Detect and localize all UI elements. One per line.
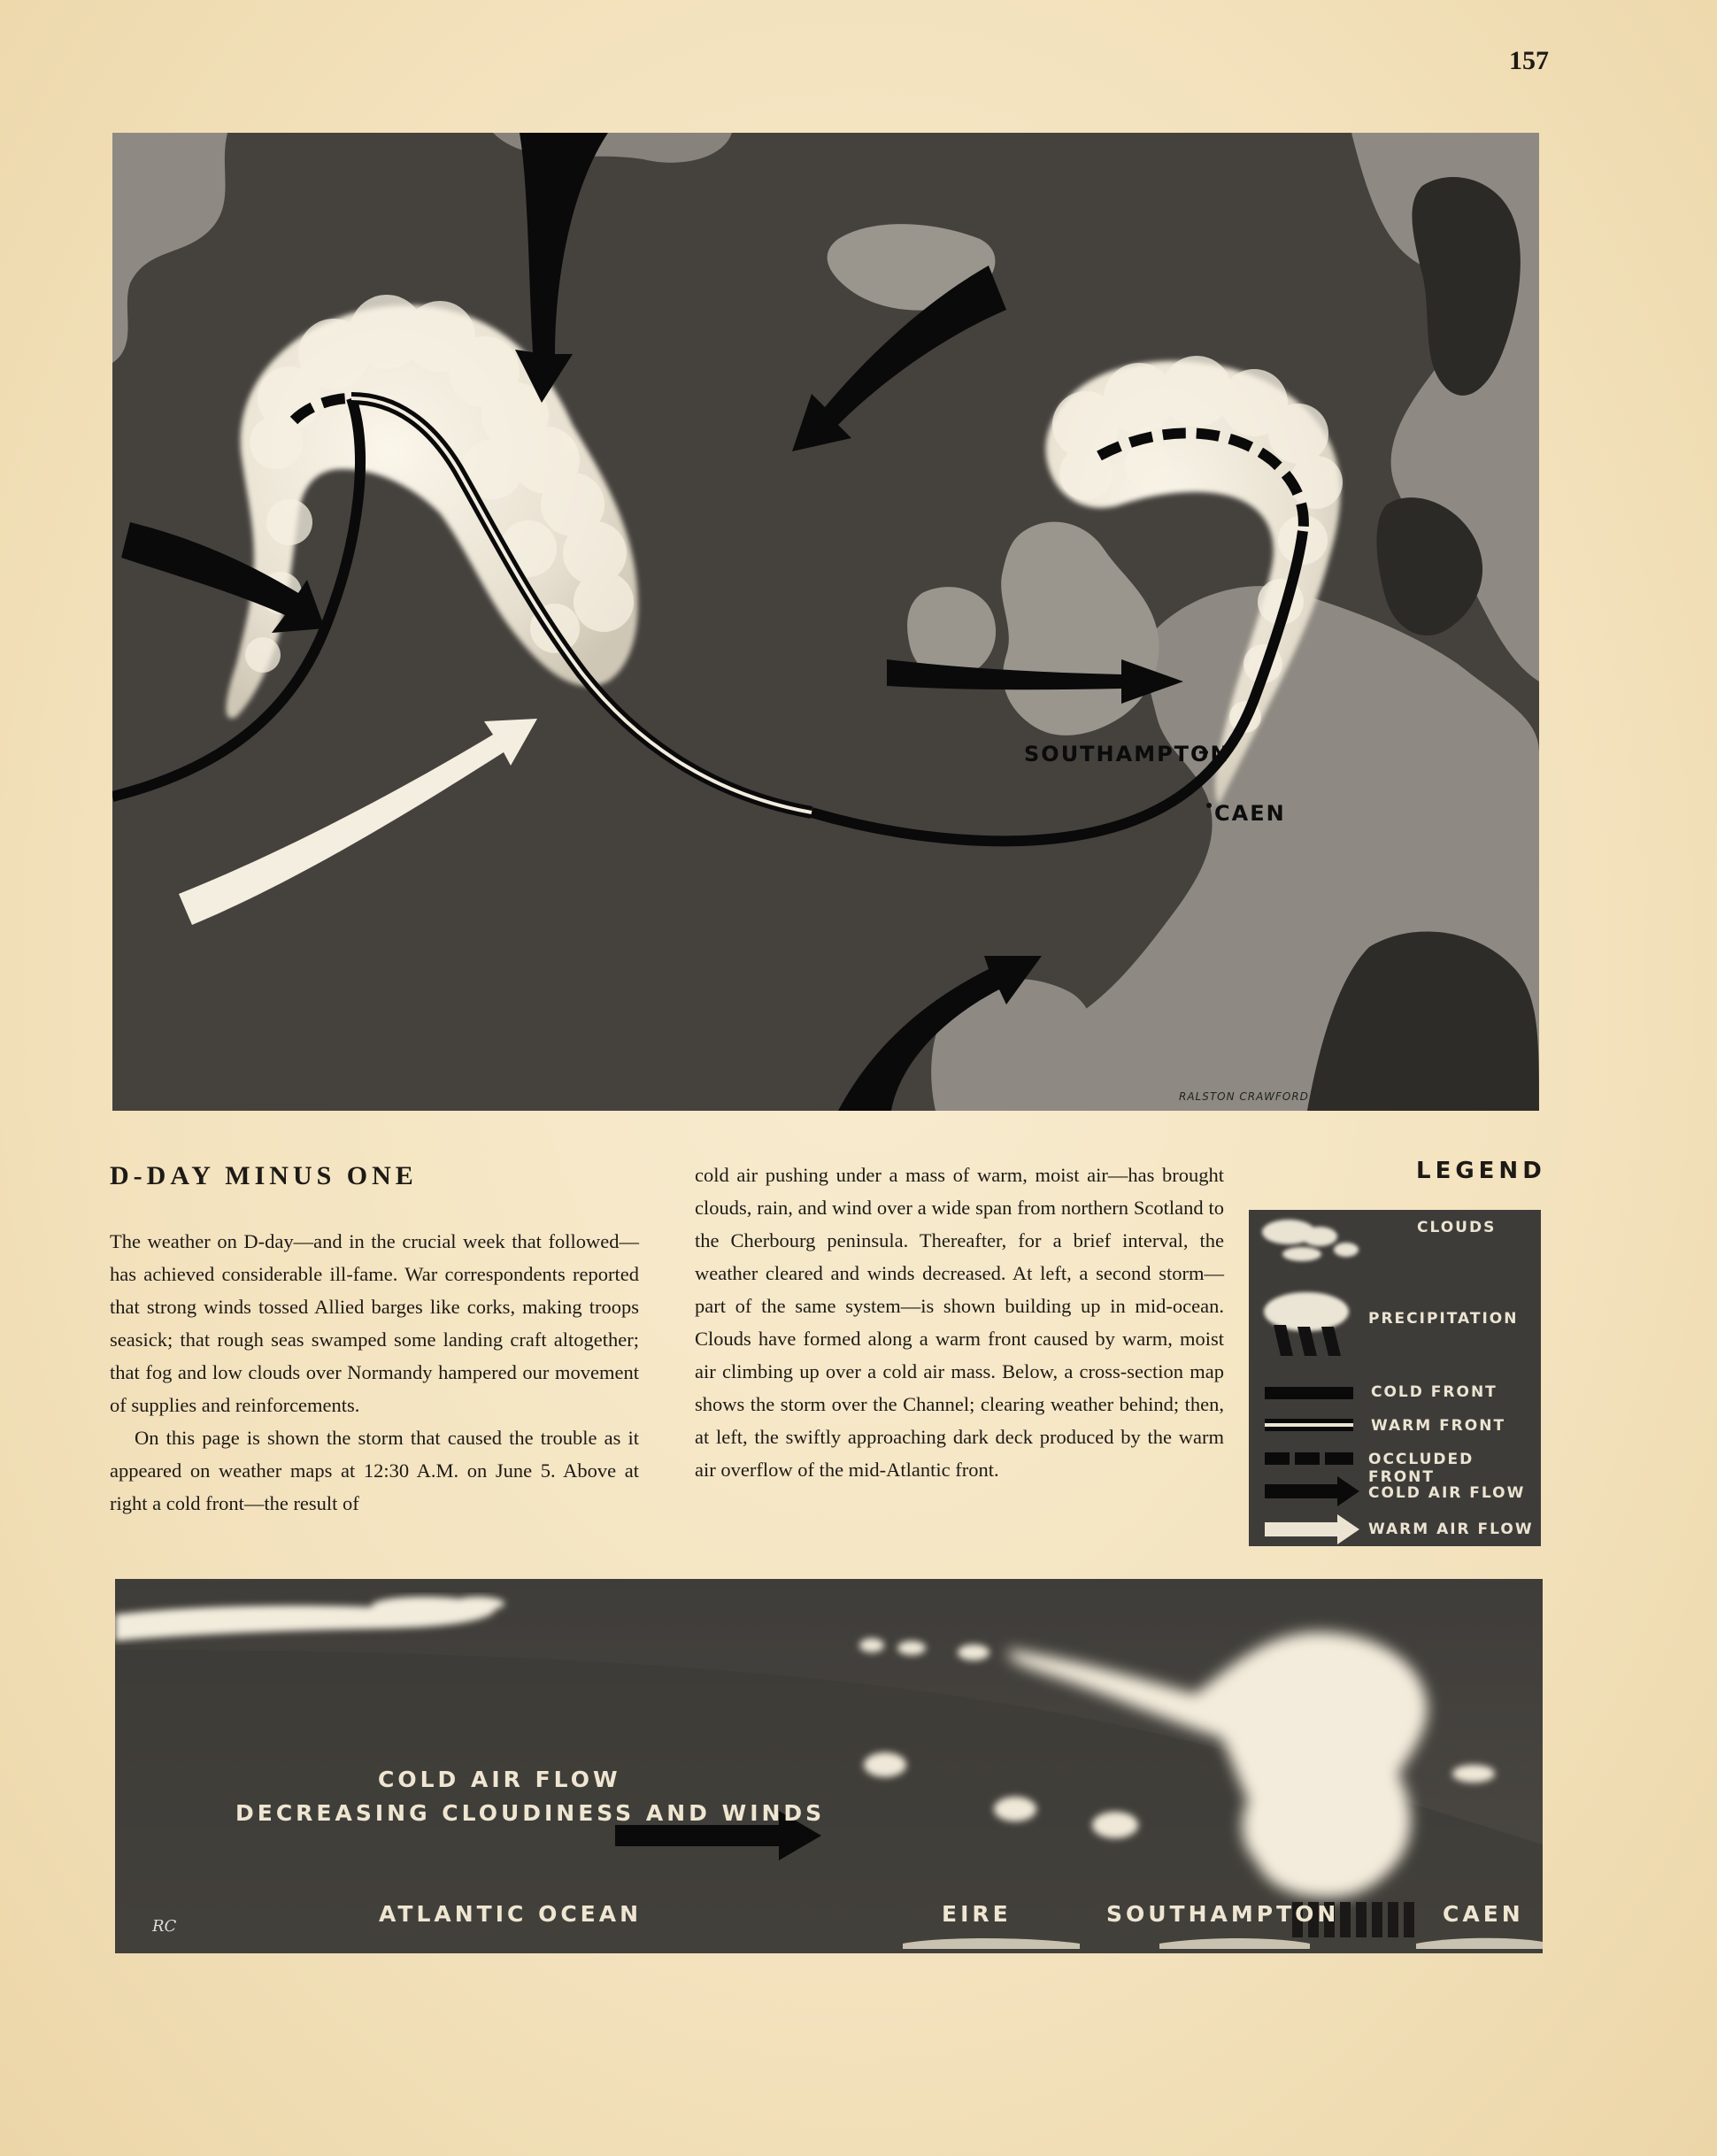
map-label-caen: CAEN	[1214, 801, 1286, 826]
legend-box	[1249, 1210, 1541, 1546]
artist-signature: RALSTON CRAWFORD	[1179, 1090, 1309, 1103]
legend-occluded-front-icon	[1265, 1452, 1353, 1465]
article-paragraph-3: cold air pushing under a mass of warm, moist air—has brought clouds, rain, and wind over a wide span from northern Scotland to the Cherbourg peninsula. Thereafter, for a brief interval, the weather cleared and winds decreased. At left, a second storm—part of the same system—is shown building up in mid-ocean. Clouds have formed along a warm front caused by warm, moist air climbing up over a cold air mass. Below, a cross-section map shows the storm over the Channel; clearing weather behind; then, at left, the swiftly approaching dark deck produced by the warm air overflow of the mid-Atlantic front.	[695, 1164, 1224, 1481]
article-column-right	[695, 1159, 1224, 1486]
legend-label-warm-air-flow: WARM AIR FLOW	[1368, 1521, 1534, 1538]
article-paragraph-2: On this page is shown the storm that caused the trouble as it appeared on weather maps at 12:30 A.M. on June 5. Above at right a cold front—the result of	[110, 1427, 639, 1514]
legend-warm-front-icon	[1265, 1419, 1353, 1431]
legend-title: LEGEND	[1416, 1158, 1546, 1184]
legend-cold-front-icon	[1265, 1387, 1353, 1399]
cs-label-decreasing: DECREASING CLOUDINESS AND WINDS	[235, 1800, 826, 1826]
weather-map-illustration	[112, 133, 1539, 1111]
cs-label-cold-air-flow: COLD AIR FLOW	[378, 1767, 621, 1792]
map-label-southampton: SOUTHAMPTON	[1024, 742, 1230, 766]
cross-section-illustration	[115, 1579, 1543, 1953]
cs-label-caen: CAEN	[1443, 1901, 1524, 1927]
cs-signature: RC	[152, 1917, 177, 1936]
legend-label-warm-front: WARM FRONT	[1371, 1417, 1506, 1435]
weather-map	[112, 133, 1539, 1111]
legend-label-occluded-front: OCCLUDED FRONT	[1368, 1451, 1474, 1486]
legend-label-cold-front: COLD FRONT	[1371, 1383, 1498, 1401]
cross-section-map	[115, 1579, 1543, 1953]
caen-dot	[1206, 803, 1212, 808]
legend-precipitation-icon	[1264, 1292, 1349, 1356]
article-column-left	[110, 1225, 639, 1520]
cs-label-atlantic-ocean: ATLANTIC OCEAN	[379, 1901, 643, 1927]
legend-clouds-icon	[1262, 1220, 1359, 1261]
legend-label-clouds: CLOUDS	[1417, 1219, 1497, 1236]
article-paragraph-1: The weather on D-day—and in the crucial week that followed—has achieved considerable ill-fame. War correspondents reported that strong winds tossed Allied barges like corks, making troops seasick; that rough seas swamped some landing craft altogether; that fog and low clouds over Normandy hampered our movement of supplies and reinforcements.	[110, 1230, 639, 1416]
legend-cold-air-arrow	[1265, 1476, 1359, 1506]
page-number: 157	[1509, 46, 1549, 75]
cs-label-eire: EIRE	[942, 1901, 1012, 1927]
legend-label-precipitation: PRECIPITATION	[1368, 1310, 1519, 1328]
cs-label-southampton: SOUTHAMPTON	[1106, 1901, 1340, 1927]
legend-label-cold-air-flow: COLD AIR FLOW	[1368, 1484, 1526, 1502]
cs-land-strips	[903, 1938, 1543, 1949]
legend-warm-air-arrow	[1265, 1514, 1359, 1544]
article-title: D-DAY MINUS ONE	[110, 1161, 418, 1190]
